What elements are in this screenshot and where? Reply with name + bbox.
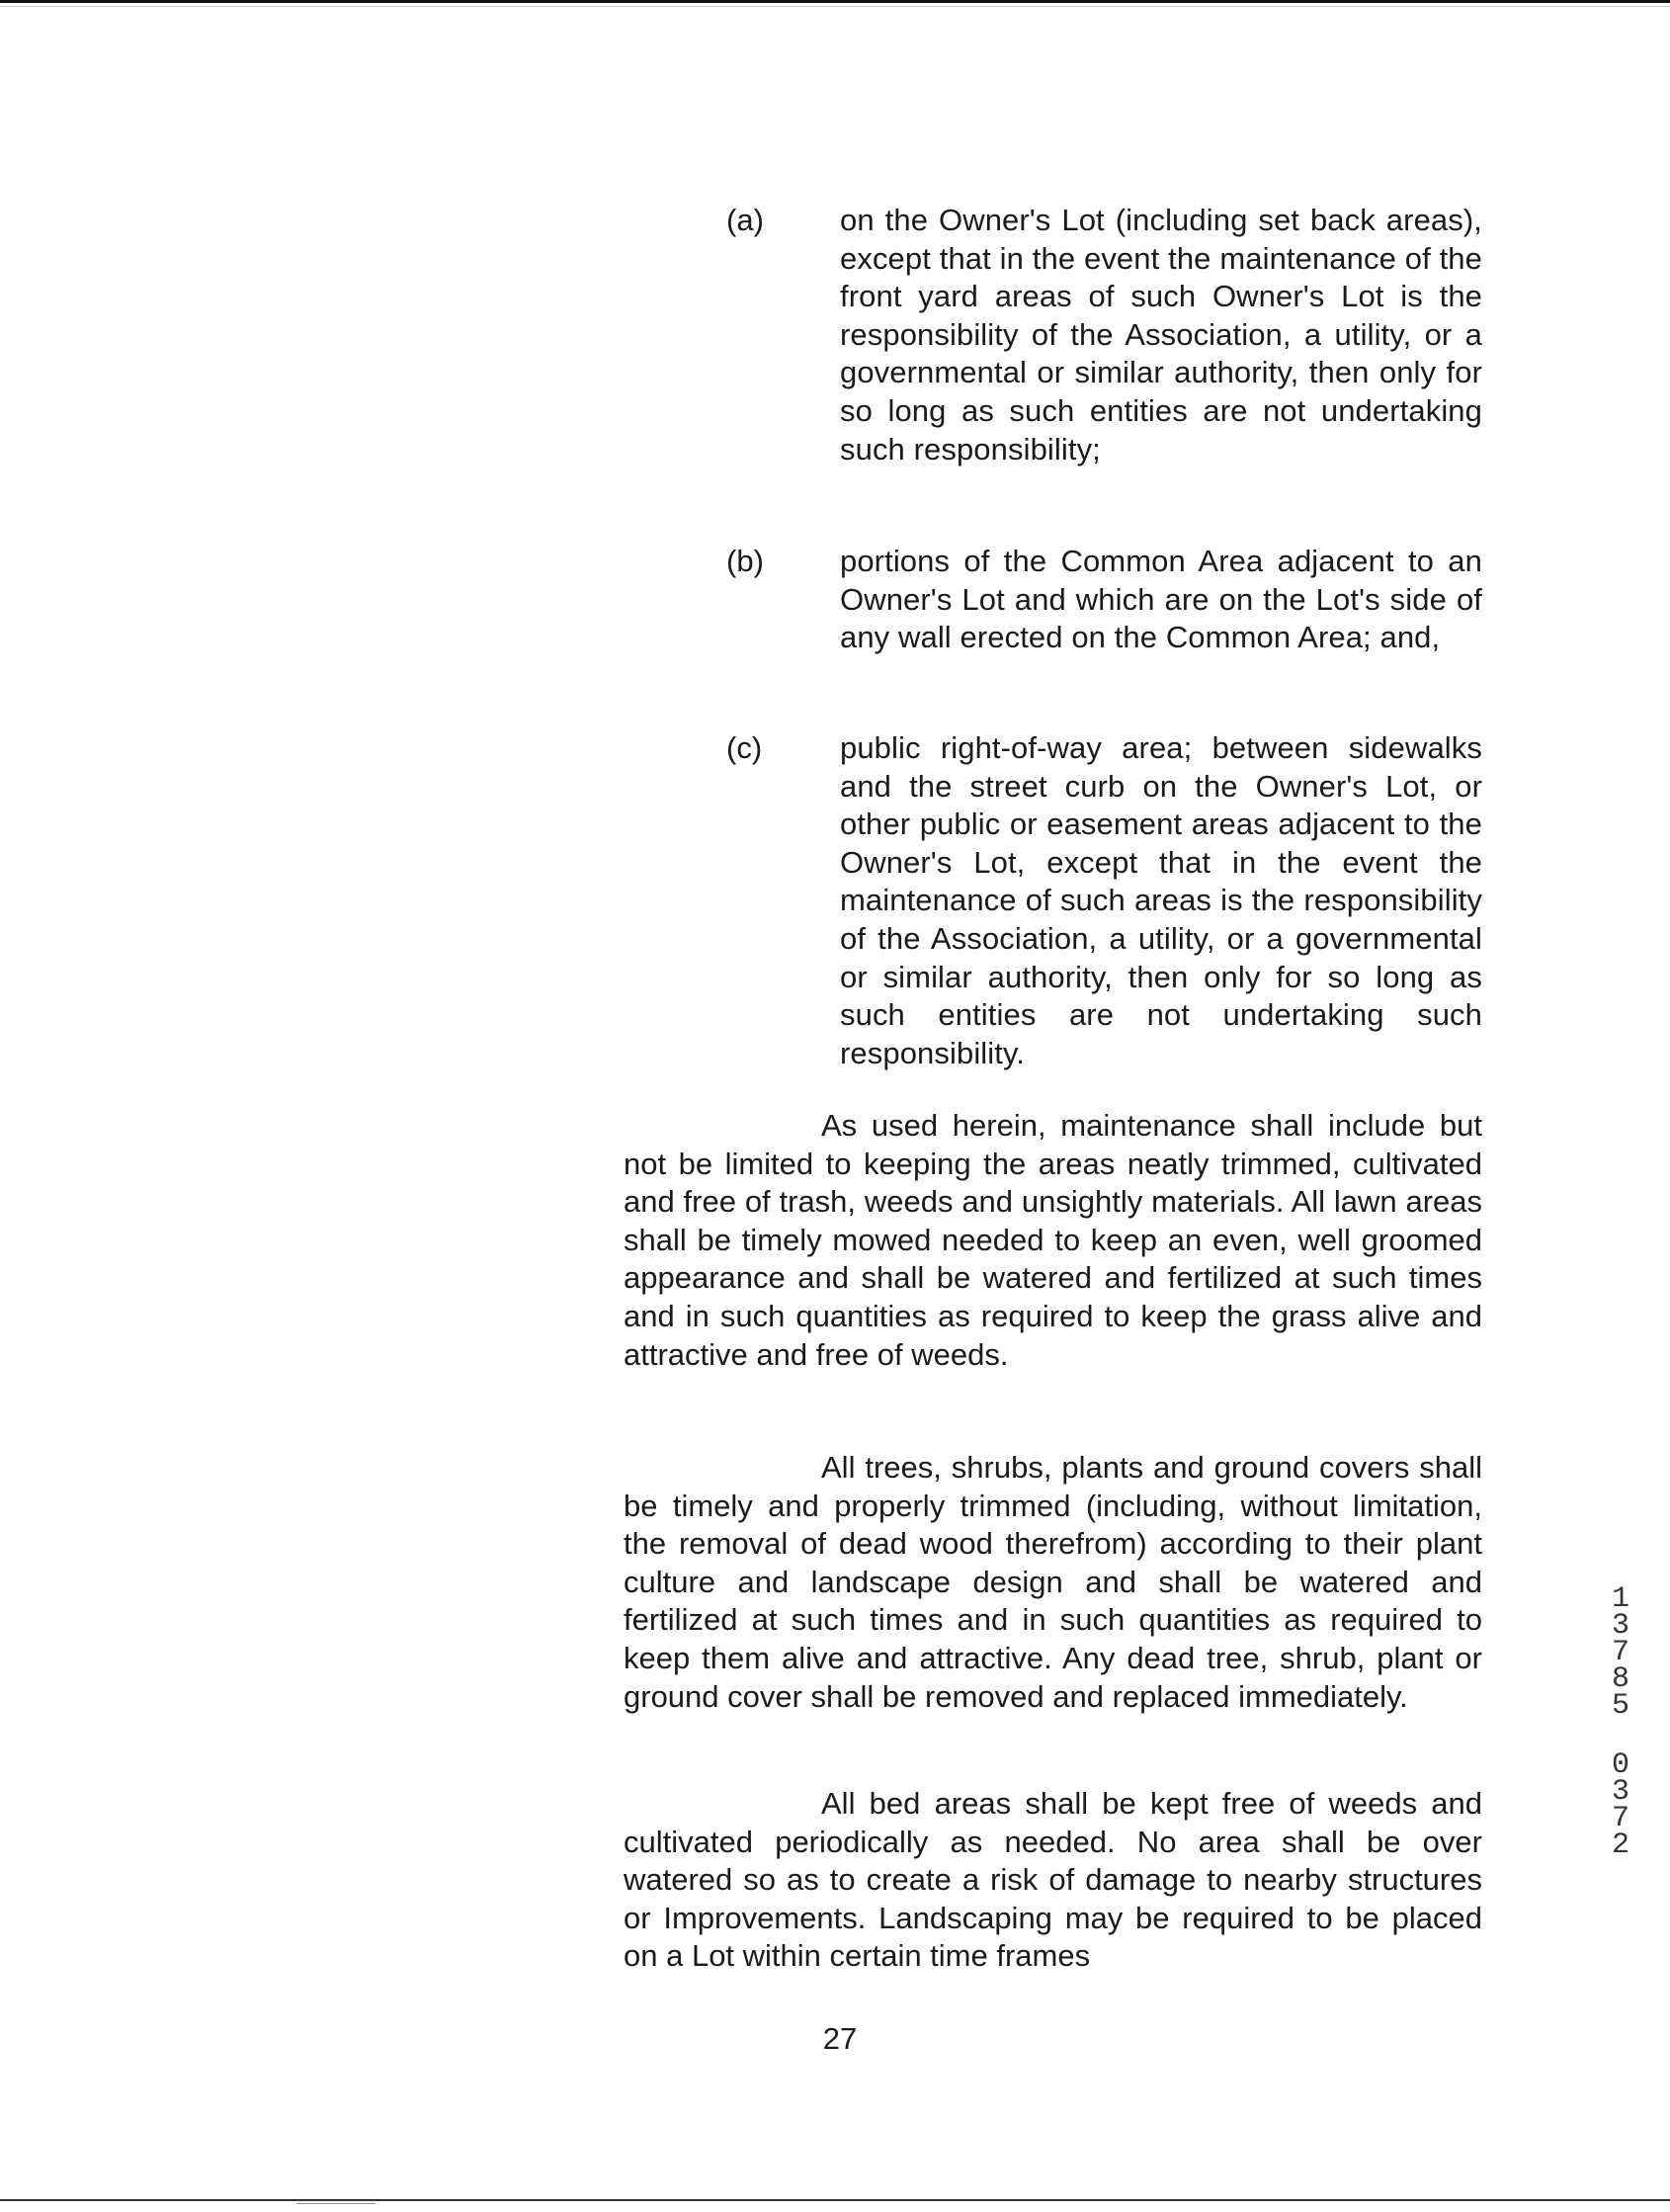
paragraph-bed-areas: All bed areas shall be kept free of weeds and cultivated periodically as needed. No area shall be over watered so as to create a risk of damage to nearby structures or Improvements. Landscaping may be required to be placed on a Lot within certain time frames [624, 1786, 1482, 1974]
bottom-border-line [0, 2199, 1670, 2201]
recording-stamp-page: 0372 [1611, 1748, 1629, 1862]
paragraph-maintenance-definition: As used herein, maintenance shall include but not be limited to keeping the areas neatly trimmed, cultivated and free of trash, weeds and unsightly materials. All lawn areas shall be timely mowed needed to keep an even, well groomed appearance and shall be watered and fertilized at such times and in such quantities as required to keep the grass alive and attractive and free of weeds. [624, 1108, 1482, 1372]
list-item-label: (c) [726, 730, 763, 765]
recording-stamp [1603, 1582, 1638, 1862]
paragraph-trees-shrubs: All trees, shrubs, plants and ground covers shall be timely and properly trimmed (including, without limitation, the removal of dead wood therefrom) according to their plant culture and landscape design and shall be watered and fertilized at such times and in such quantities as required to keep them alive and attractive. Any dead tree, shrub, plant or ground cover shall be removed and replaced immediately. [624, 1450, 1482, 1714]
top-border-shadow-line [0, 6, 1670, 7]
page-number: 27 [822, 2021, 858, 2056]
list-item-text: on the Owner's Lot (including set back areas), except that in the event the maintenance of the front yard areas of such Owner's Lot is the responsibility of the Association, a utility, or a governmental or similar authority, then only for so long as such entities are not undertaking such responsibility; [840, 203, 1482, 467]
list-item-label: (a) [726, 203, 764, 237]
top-border-line [0, 0, 1670, 3]
list-item-text: public right-of-way area; between sidewalks and the street curb on the Owner's Lot, or other public or easement areas adjacent to the Owner's Lot, except that in the event the maintenance of such areas is the responsibility of the Association, a utility, or a governmental or similar authority, then only for so long as such entities are not undertaking such responsibility. [840, 730, 1482, 1070]
bottom-border-shadow-line [296, 2203, 376, 2204]
list-item-text: portions of the Common Area adjacent to an Owner's Lot and which are on the Lot's side of any wall erected on the Common Area; and, [840, 544, 1482, 655]
recording-stamp-book: 13785 [1611, 1582, 1629, 1723]
list-item-label: (b) [726, 544, 764, 578]
